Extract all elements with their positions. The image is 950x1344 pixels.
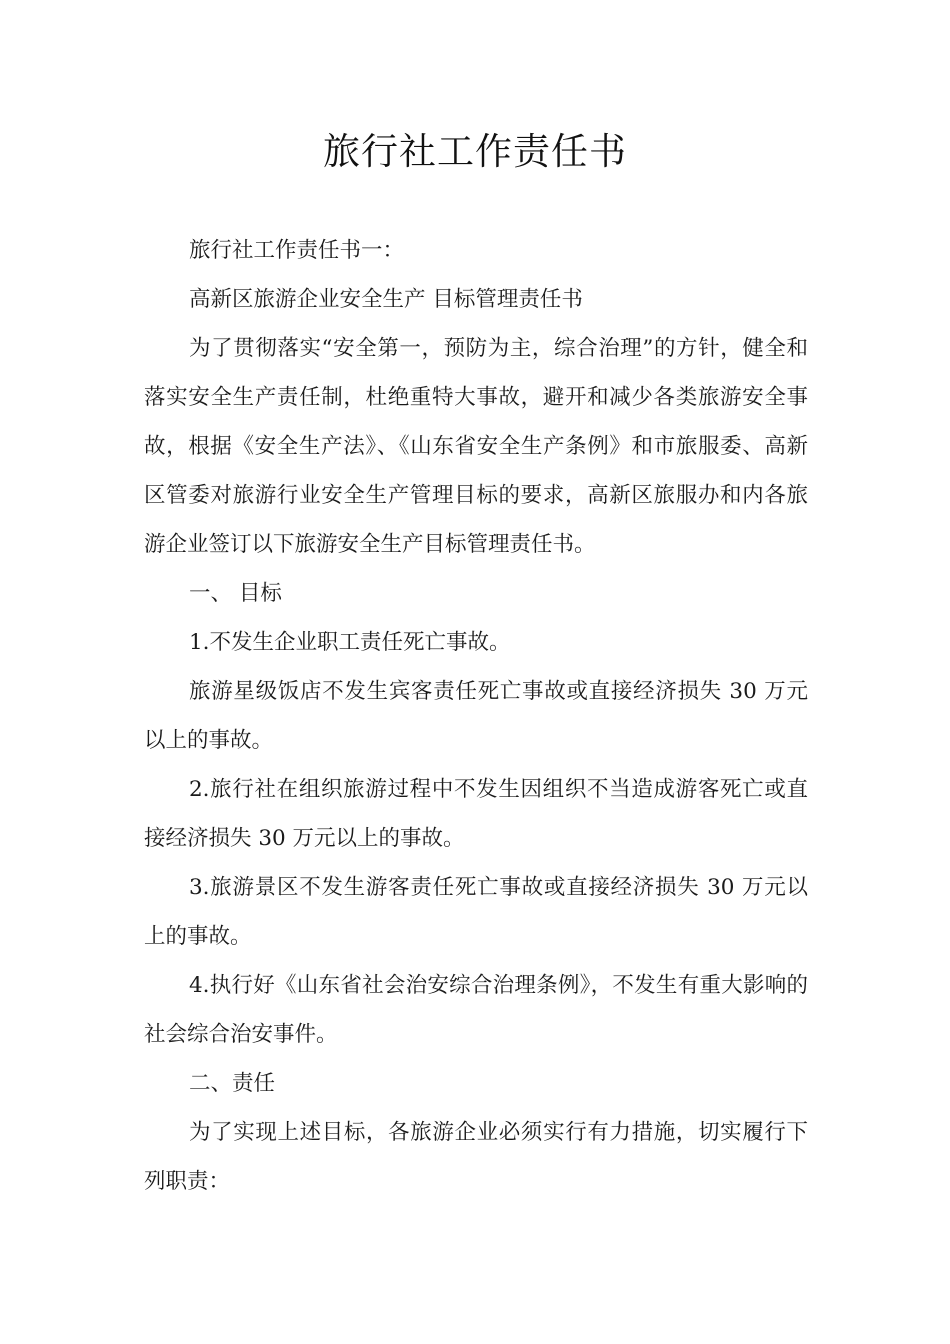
goal-item-1: 1.不发生企业职工责任死亡事故。 xyxy=(189,630,511,655)
goal-item-2: 2.旅行社在组织旅游过程中不发生因组织不当造成游客死亡或直接经济损失 30 万元以上的事故。 xyxy=(144,777,808,851)
document-title: 旅行社工作责任书 xyxy=(323,130,627,173)
section-heading-responsibility: 二、责任 xyxy=(189,1071,276,1096)
paragraph-intro: 为了贯彻落实“安全第一，预防为主，综合治理”的方针，健全和落实安全生产责任制，杜绝重特大事故，避开和减少各类旅游安全事故，根据《安全生产法》、《山东省安全生产条例》和市旅服委、高新区管委对旅游行业安全生产管理目标的要求，高新区旅服办和内各旅游企业签订以下旅游安全生产目标管理责任书。 xyxy=(144,336,808,557)
paragraph-responsibility-intro: 为了实现上述目标，各旅游企业必须实行有力措施，切实履行下列职责： xyxy=(144,1120,808,1194)
paragraph-subtitle: 旅行社工作责任书一： xyxy=(189,238,405,263)
document-body xyxy=(144,226,808,1206)
section-heading-goals: 一、 目标 xyxy=(189,581,282,606)
goal-item-4: 4.执行好《山东省社会治安综合治理条例》，不发生有重大影响的社会综合治安事件。 xyxy=(144,973,808,1047)
goal-item-3: 3.旅游景区不发生游客责任死亡事故或直接经济损失 30 万元以上的事故。 xyxy=(144,875,808,949)
goal-item-hotel: 旅游星级饭店不发生宾客责任死亡事故或直接经济损失 30 万元以上的事故。 xyxy=(144,679,808,753)
paragraph-heading: 高新区旅游企业安全生产 目标管理责任书 xyxy=(189,287,583,312)
